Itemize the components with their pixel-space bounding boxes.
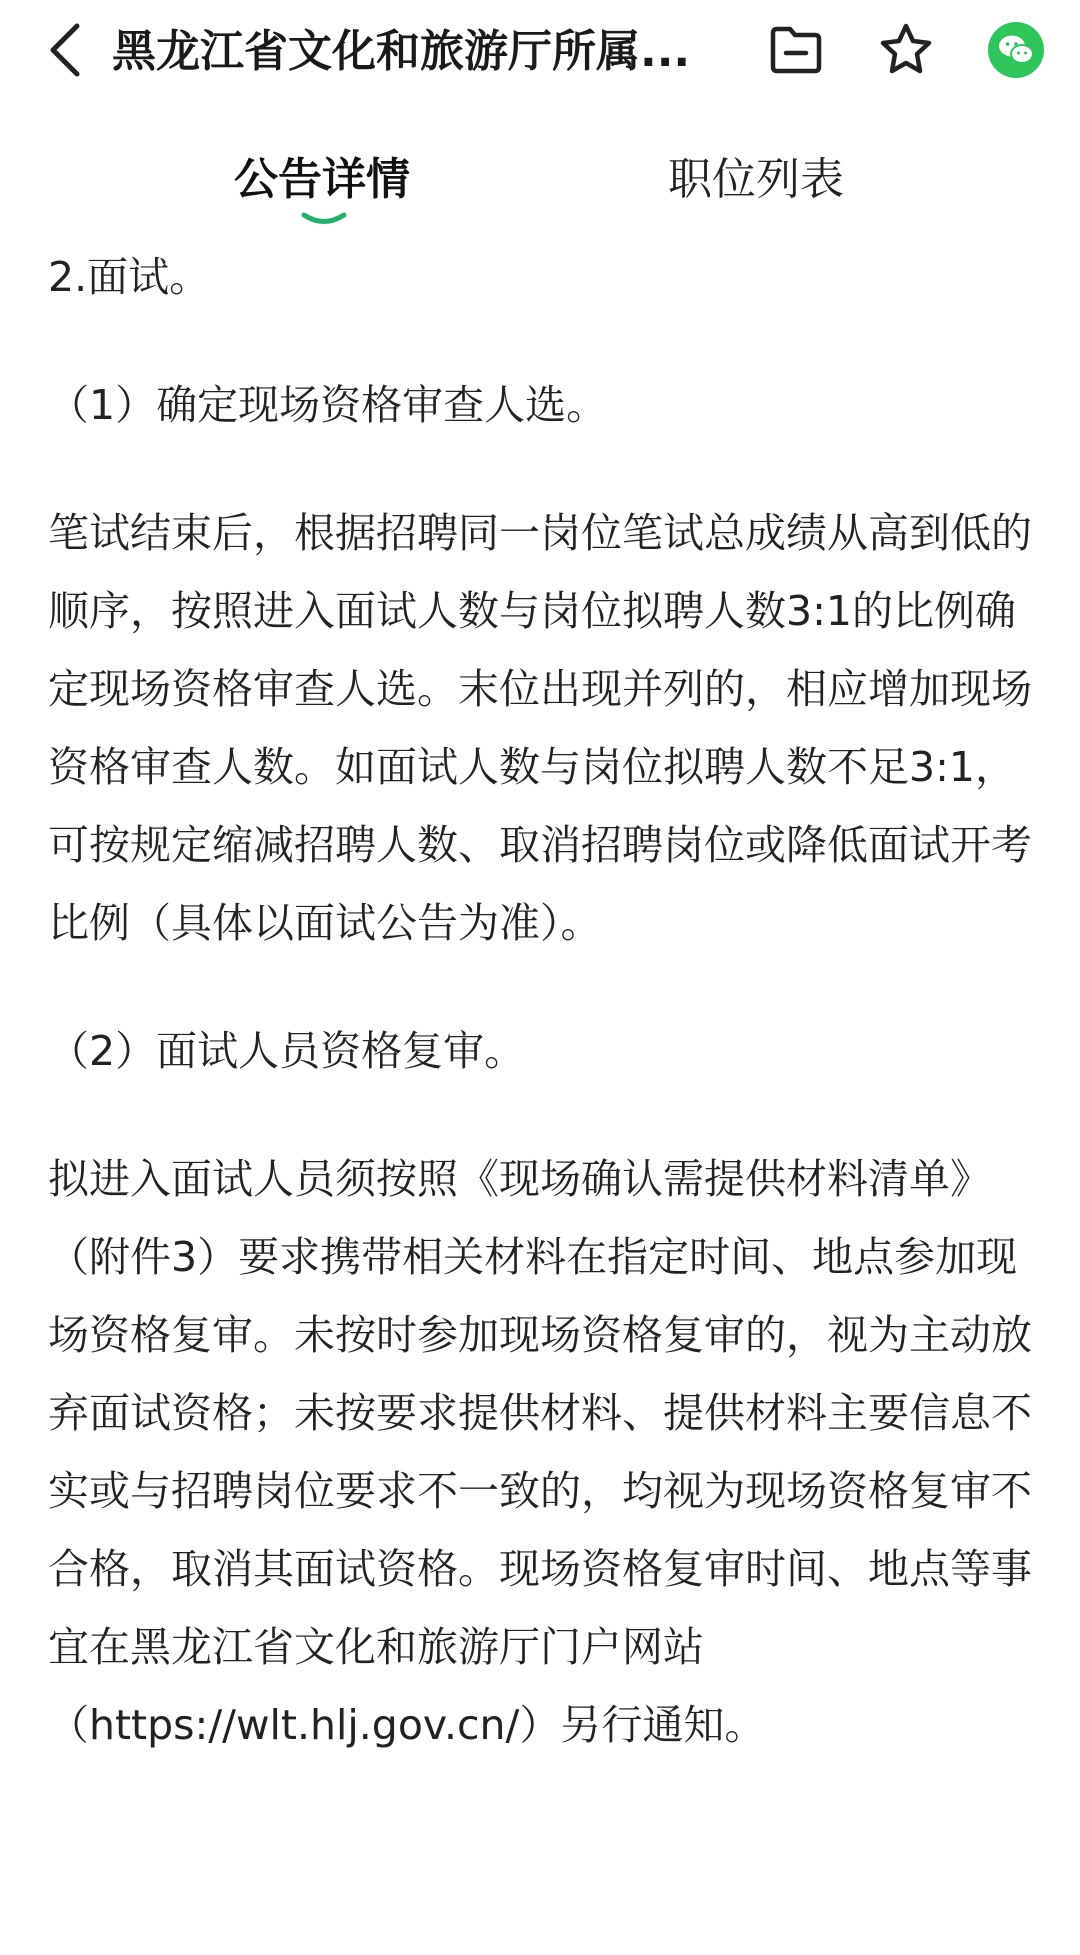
paragraph-gap: [48, 1090, 1038, 1140]
sub-heading-re-examination: （2）面试人员资格复审。: [48, 1027, 526, 1075]
chevron-left-icon: [45, 20, 85, 80]
sub-heading-qualification-review: （1）确定现场资格审查人选。: [48, 381, 608, 429]
folder-icon: [768, 25, 824, 75]
favorite-button[interactable]: [872, 16, 940, 84]
page-title: 黑龙江省文化和旅游厅所属...: [112, 26, 691, 77]
tab-announcement-detail[interactable]: 公告详情: [234, 154, 410, 205]
star-icon: [878, 22, 934, 78]
active-tab-indicator: [300, 210, 348, 228]
paragraph-gap: [48, 962, 1038, 1012]
folder-button[interactable]: [762, 16, 830, 84]
qualification-review-paragraph: 笔试结束后，根据招聘同一岗位笔试总成绩从高到低的顺序，按照进入面试人数与岗位拟聘人数3:1的比例确定现场资格审查人选。末位出现并列的，相应增加现场资格审查人数。如面试人数与岗位拟聘人数不足3:1，可按规定缩减招聘人数、取消招聘岗位或降低面试开考比例（具体以面试公告为准）。: [48, 509, 1032, 947]
re-examination-paragraph: 拟进入面试人员须按照《现场确认需提供材料清单》（附件3）要求携带相关材料在指定时间、地点参加现场资格复审。未按时参加现场资格复审的，视为主动放弃面试资格；未按要求提供材料、提供材料主要信息不实或与招聘岗位要求不一致的，均视为现场资格复审不合格，取消其面试资格。现场资格复审时间、地点等事宜在黑龙江省文化和旅游厅门户网站（https://wlt.hlj.gov.cn/）另行通知。: [48, 1155, 1032, 1749]
tab-position-list[interactable]: 职位列表: [668, 154, 844, 205]
share-wechat-button[interactable]: [982, 16, 1050, 84]
tab-bar: [0, 130, 1080, 230]
paragraph-gap: [48, 316, 1038, 366]
announcement-content: [48, 238, 1038, 1764]
navigation-bar: [0, 0, 1080, 100]
back-button[interactable]: [38, 14, 92, 86]
interview-heading: 2.面试。: [48, 253, 211, 301]
paragraph-gap: [48, 444, 1038, 494]
wechat-icon: [986, 20, 1046, 80]
